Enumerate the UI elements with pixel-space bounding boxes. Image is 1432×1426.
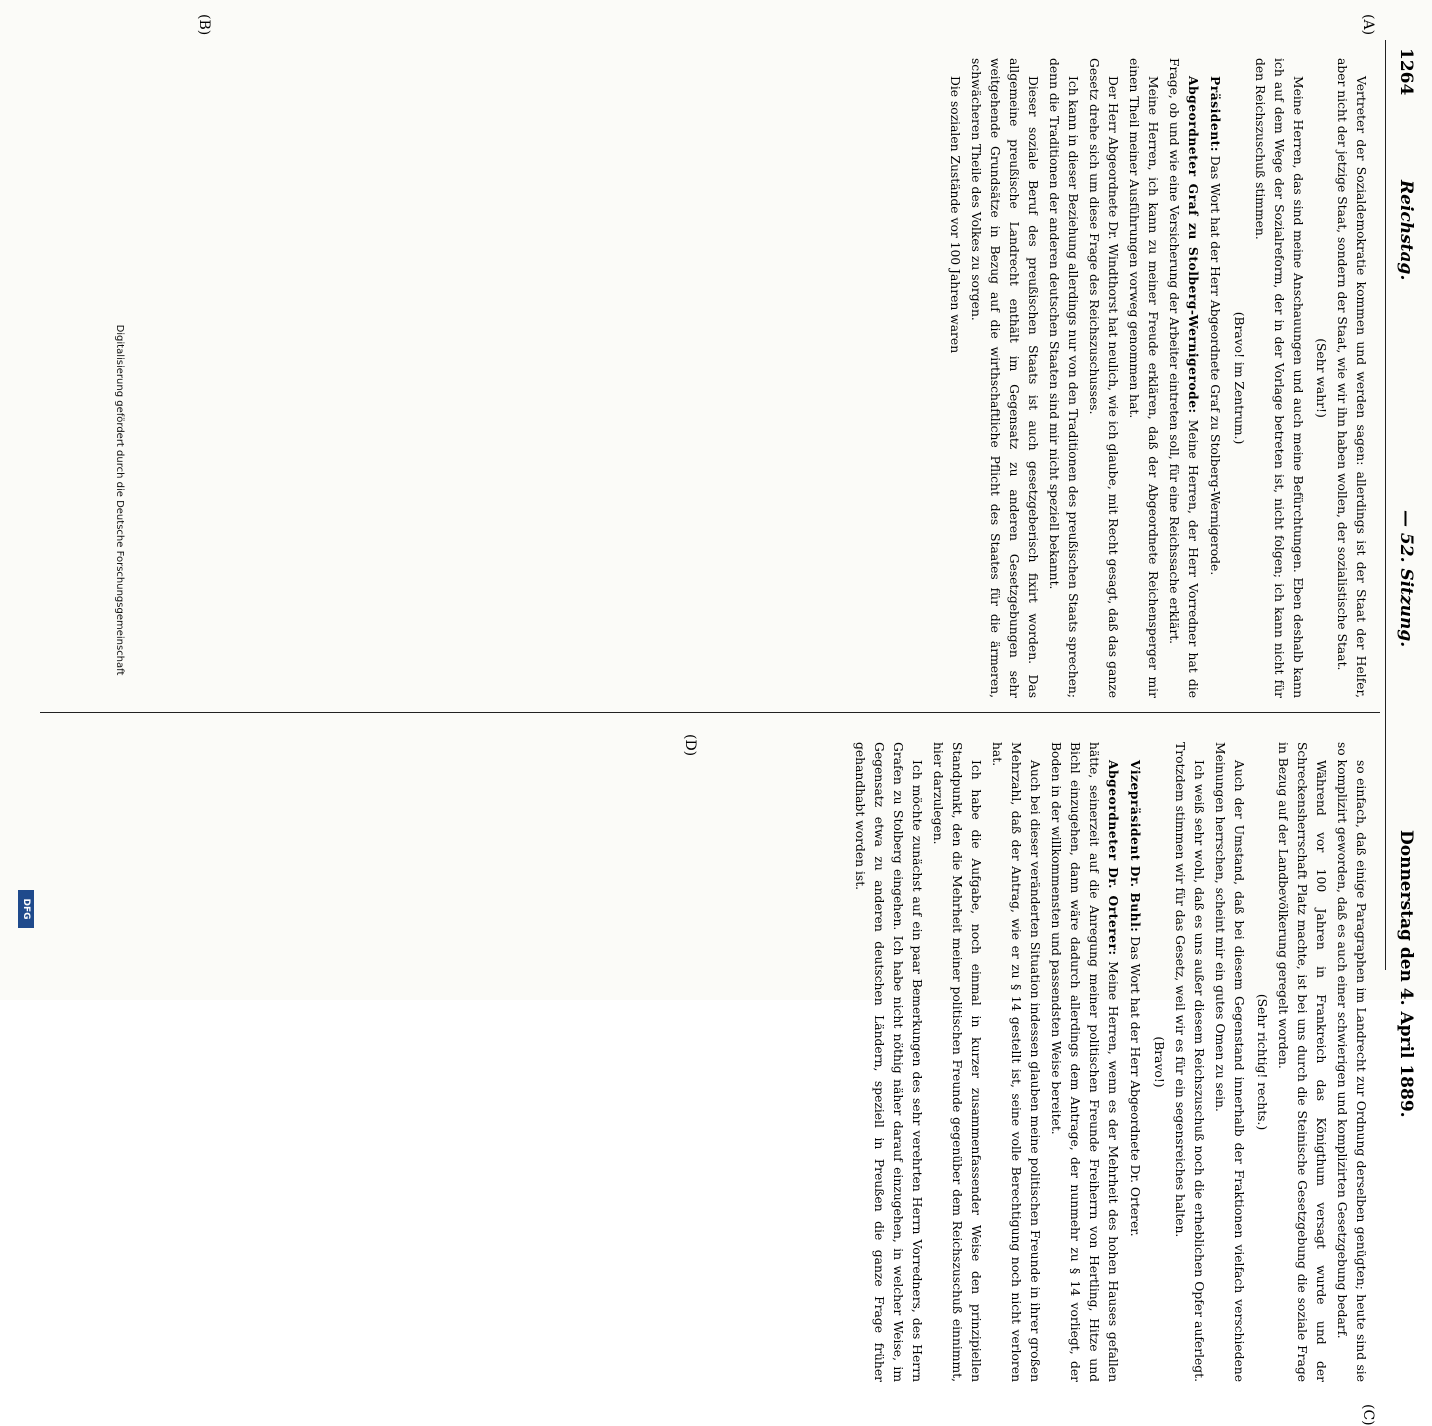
paragraph: [1125, 742, 1145, 1382]
paragraph: Auch bei dieser veränderten Situation indessen glauben meine politischen Freunde in ihrer großen Mehrzahl, daß der Antrag, wie er zu § 14 gestellt ist, seine volle Berechtigung noch nicht verloren hat.: [990, 742, 1042, 1382]
credit-text: Digitalisierung gefördert durch die Deutsche Forschungsgemeinschaft: [114, 324, 125, 676]
paragraph: Meine Herren, das sind meine Anschauungen und auch meine Befürchtungen. Eben deshalb kann ich auf dem Wege der Sozialreform, der in der Vorlage betreten ist, nicht folgen; ich kann nicht für den Reichszuschuß stimmen.: [1253, 58, 1305, 698]
speaker-label: Abgeordneter Dr. Orterer:: [1106, 760, 1121, 956]
margin-letter-a: (A): [1360, 14, 1376, 36]
interjection: (Sehr wahr!): [1314, 338, 1328, 418]
header-rule: [1385, 40, 1386, 970]
page-number: 1264: [1396, 48, 1416, 96]
speech-text: Das Wort hat der Herr Abgeordnete Dr. Orterer.: [1128, 936, 1142, 1237]
margin-letter-b: (B): [196, 14, 212, 36]
margin-letter-c: (C): [1360, 1404, 1376, 1426]
speech-text: Meine Herren, der Herr Vorredner hat die Frage, ob und wie eine Versicherung der Arbeiter eintreten soll, für eine Reichssache erklärt.: [1167, 58, 1200, 698]
paragraph: Ich kann in dieser Beziehung allerdings nur von den Traditionen des preußischen Staats sprechen; denn die Traditionen der anderen deutschen Staaten sind mir nicht speziell bekannt.: [1047, 58, 1080, 698]
paragraph: Ich habe die Aufgabe, noch einmal in kurzer zusammenfassender Weise den prinzipiellen Standpunkt, den die Mehrheit meiner politischen Freunde gegenüber dem Reichszuschuß einnimmt, hier darzulegen.: [931, 742, 983, 1382]
margin-letter-d: (D): [682, 734, 698, 757]
speaker-label: Abgeordneter Graf zu Stolberg-Wernigerode:: [1186, 76, 1201, 414]
paragraph: Meine Herren, ich kann zu meiner Freude erklären, daß der Abgeordnete Reichensperger mir einen Theil meiner Ausführungen vorweg genommen hat.: [1127, 58, 1160, 698]
paragraph: [1164, 58, 1203, 698]
speaker-label: Präsident:: [1208, 76, 1223, 152]
running-title: Reichstag.: [1396, 180, 1416, 281]
paragraph: [1046, 742, 1123, 1382]
session-label: — 52. Sitzung.: [1396, 510, 1416, 648]
page-header: [1382, 40, 1416, 1118]
paragraph: [1205, 58, 1225, 698]
paragraph: Ich möchte zunächst auf ein paar Bemerkungen des sehr verehrten Herrn Vorredners, des Herrn Grafen zu Stolberg eingehen. Ich habe nicht nöthig näher darauf einzugehen, in welcher Weise, im Gegensatz etwa zu anderen deutschen Ländern, speziell in Preußen die ganze Frage früher gehandhabt worden ist.: [853, 742, 924, 1382]
interjection: (Sehr richtig! rechts.): [1255, 993, 1269, 1131]
speech-text: Das Wort hat der Herr Abgeordnete Graf zu Stolberg-Wernigerode.: [1208, 155, 1222, 576]
paragraph: Dieser soziale Beruf des preußischen Staats ist auch gesetzgeberisch fixirt worden. Das allgemeine preußische Landrecht enthält im Gegensatz zu anderen Gesetzgebungen sehr weitgehende Grundsätze in Bezug auf die wirthschaftliche Pflicht des Staates für die ärmeren, schwächeren Theile des Volkes zu sorgen.: [969, 58, 1040, 698]
right-column: [40, 742, 1370, 1382]
speech-text: Meine Herren, wenn es der Mehrheit des hohen Hauses gefallen hätte, seinerzeit auf die Anregung meiner politischen Freunde Freiherrn von Hertling, Hitze und Bichl einzugehen, dann wäre dadurch allerdings dem Antrage, der nunmehr zu § 14 vorliegt, der Boden in der willkommensten und passendsten Weise bereitet.: [1049, 742, 1120, 1382]
paragraph: Der Herr Abgeordnete Dr. Windthorst hat neulich, wie ich glaube, mit Recht gesagt, daß das ganze Gesetz drehe sich um diese Frage des Reichszuschusses.: [1087, 58, 1120, 698]
session-date: Donnerstag den 4. April 1889.: [1396, 830, 1416, 1118]
left-column: [40, 58, 1370, 698]
paragraph: Während vor 100 Jahren in Frankreich das Königthum versagt wurde und der Schreckensherrschaft Platz machte, ist bei uns durch die Steinische Gesetzgebung die soziale Frage in Bezug auf der Landbevölkerung geregelt worden.: [1276, 742, 1328, 1382]
paragraph: so einfach, daß einige Paragraphen im Landrecht zur Ordnung derselben genügten; heute sind sie so komplizirt geworden, daß es auch einer schwierigen und komplizirten Gesetzgebung bedarf.: [1335, 742, 1368, 1382]
interjection: (Bravo!): [1152, 1036, 1166, 1088]
speaker-label: Vizepräsident Dr. Buhl:: [1128, 760, 1143, 933]
dfg-logo: DFG: [18, 890, 34, 928]
paragraph: Vertreter der Sozialdemokratie kommen und werden sagen: allerdings ist der Staat der Helfer, aber nicht der jetzige Staat, sondern der Staat, wie wir ihn haben wollen, der sozialistische Staat.: [1335, 58, 1368, 698]
digitization-credit: [113, 0, 132, 1000]
paragraph: Die sozialen Zustände vor 100 Jahren waren: [948, 76, 962, 354]
paragraph: Ich weiß sehr wohl, daß es uns außer diesem Reichszuschuß noch die erheblichen Opfer auferlegt. Trotzdem stimmen wir für das Gesetz, weil wir es für ein segensreiches halten.: [1173, 742, 1206, 1382]
interjection: (Bravo! im Zentrum.): [1232, 311, 1246, 445]
column-divider: [40, 712, 1380, 713]
paragraph: Auch der Umstand, daß bei diesem Gegenstand innerhalb der Fraktionen vielfach verschiedene Meinungen herrschen, scheint mir ein gutes Omen zu sein.: [1213, 742, 1246, 1382]
